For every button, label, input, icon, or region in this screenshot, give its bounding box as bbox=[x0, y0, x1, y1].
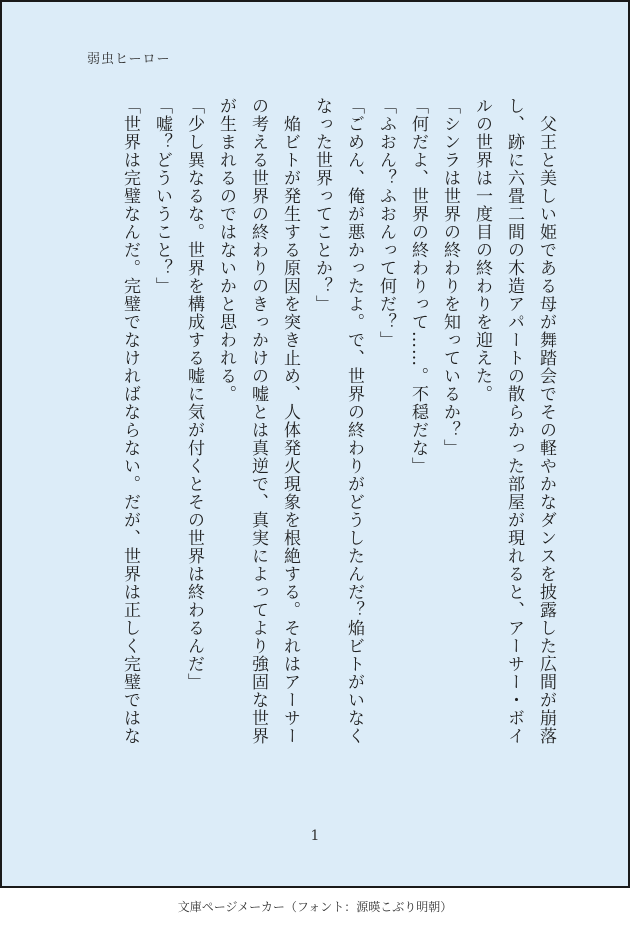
document-title: 弱虫ヒーロー bbox=[87, 52, 171, 67]
text-line-2: し、跡に六畳二間の木造アパートの散らかった部屋が現れると、アーサー・ボイ bbox=[504, 97, 524, 745]
text-line-14: 「世界は完璧なんだ。完璧でなければならない。だが、世界は正しく完璧ではな bbox=[120, 97, 140, 745]
text-line-10: の考える世界の終わりのきっかけの嘘とは真逆で、真実によってより強固な世界 bbox=[248, 97, 268, 745]
text-line-8: なった世界ってことか？」 bbox=[312, 97, 332, 313]
text-line-9: 焔ビトが発生する原因を突き止め、人体発火現象を根絶する。それはアーサー bbox=[280, 97, 300, 745]
text-line-12: 「少し異なるな。世界を構成する嘘に気が付くとその世界は終わるんだ」 bbox=[184, 97, 204, 691]
footer-credit: 文庫ページメーカー（フォント：源暎こぶり明朝） bbox=[177, 900, 453, 914]
vertical-body-text bbox=[80, 97, 562, 802]
text-line-13: 「嘘？どういうこと？」 bbox=[152, 97, 172, 295]
text-line-4: 「シンラは世界の終わりを知っているか？」 bbox=[440, 97, 460, 457]
text-line-5: 「何だよ、世界の終わりって……。不穏だな」 bbox=[408, 97, 428, 475]
text-line-11: が生まれるのではないかと思われる。 bbox=[216, 97, 236, 403]
text-line-3: ルの世界は一度目の終わりを迎えた。 bbox=[472, 97, 492, 403]
text-line-6: 「ふおん？ふおんって何だ？」 bbox=[376, 97, 396, 349]
text-line-7: 「ごめん、俺が悪かったよ。で、世界の終わりがどうしたんだ？焔ビトがいなく bbox=[344, 97, 364, 745]
page-number: 1 bbox=[310, 828, 320, 844]
text-line-1: 父王と美しい姫である母が舞踏会でその軽やかなダンスを披露した広間が崩落 bbox=[536, 97, 556, 745]
